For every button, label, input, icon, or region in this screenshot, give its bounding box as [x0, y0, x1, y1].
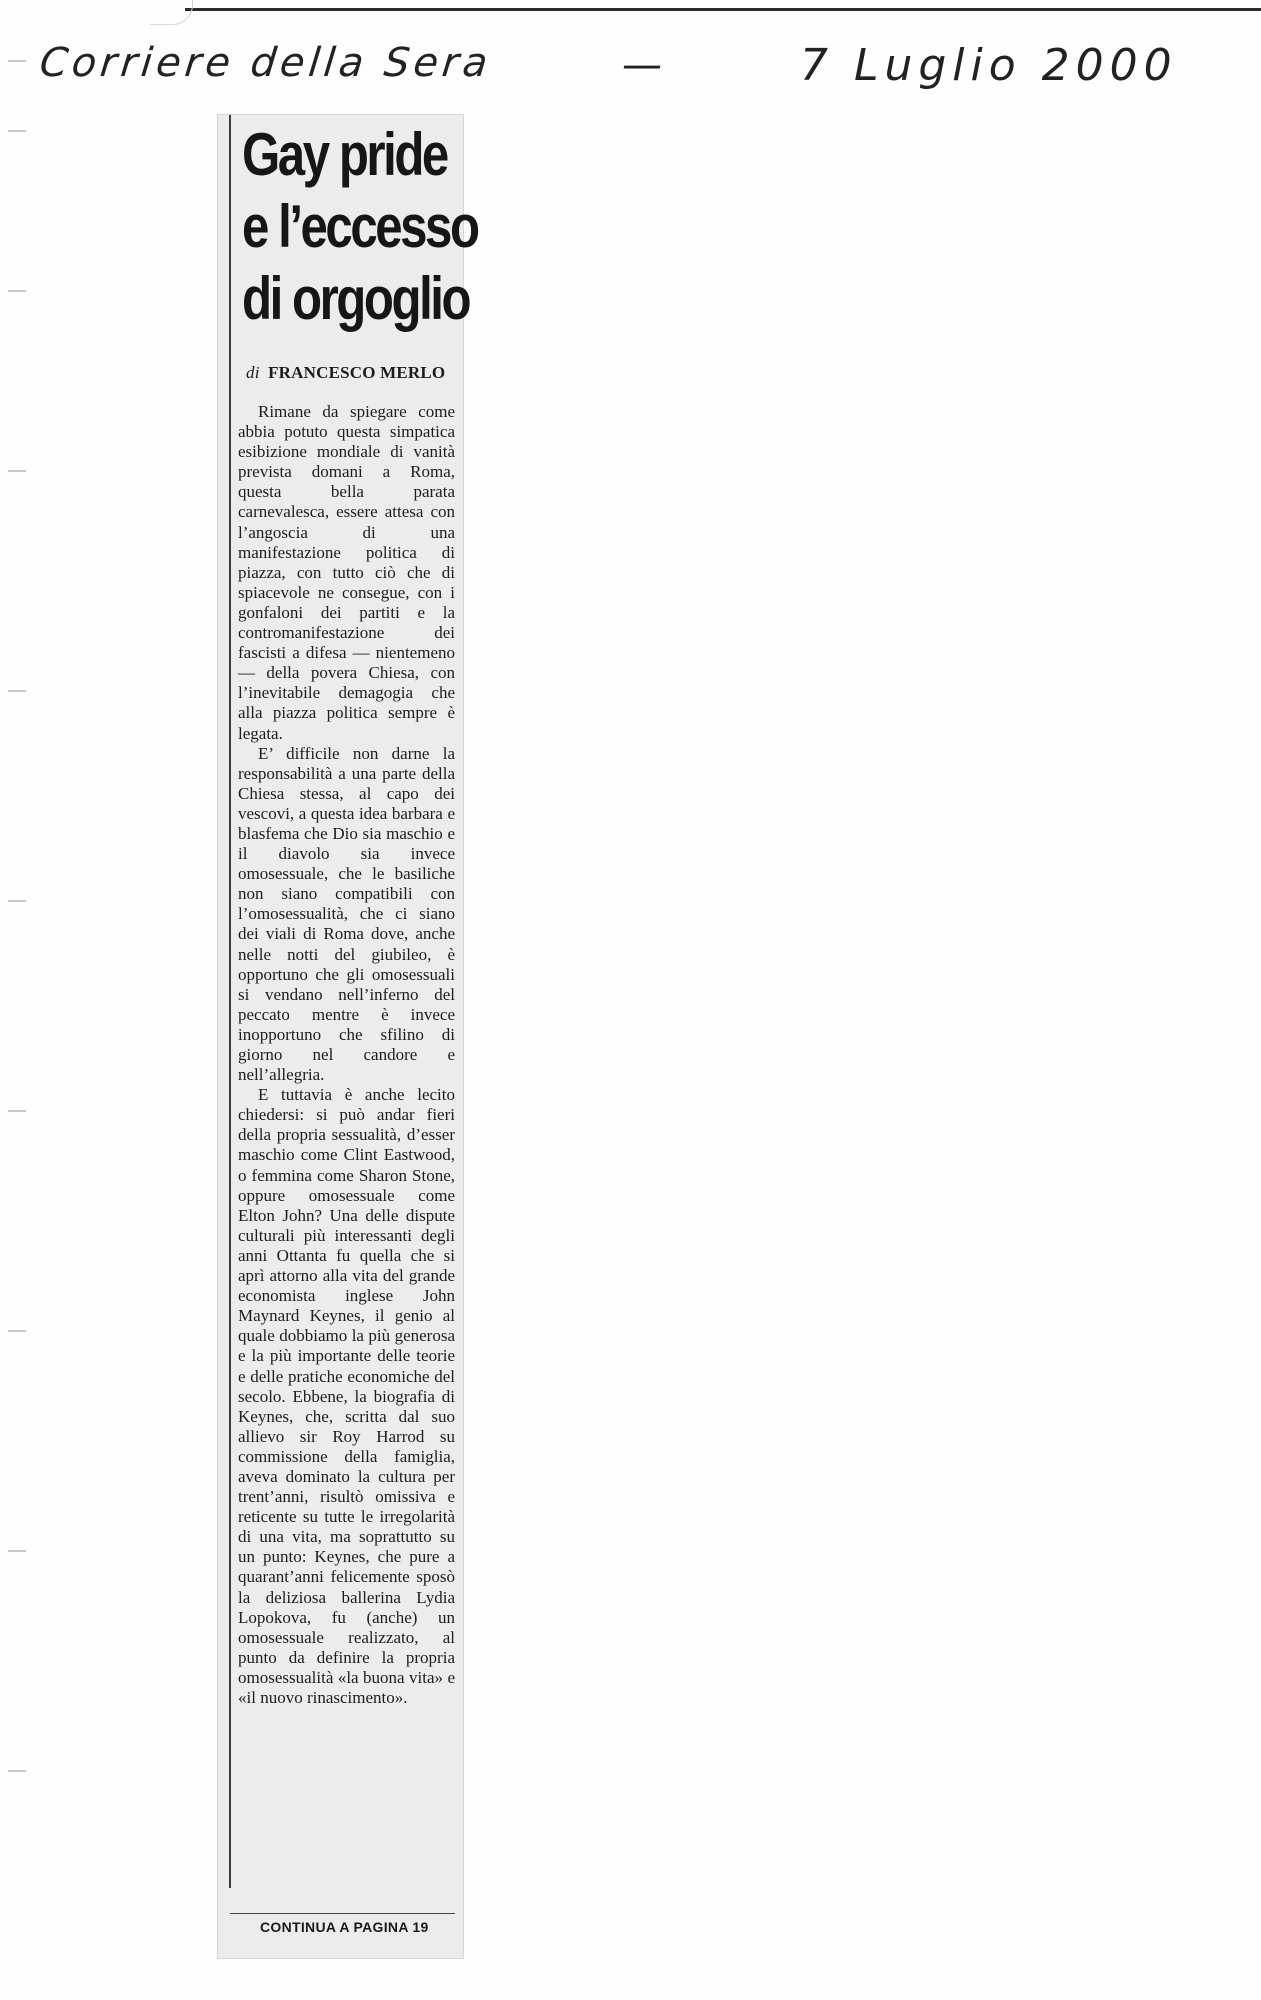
newspaper-clipping: [218, 115, 478, 1958]
handwritten-dash: —: [622, 42, 666, 88]
binder-hole-mark: [8, 60, 26, 62]
binder-hole-mark: [8, 900, 26, 902]
continuation-note: CONTINUA A PAGINA 19: [260, 1919, 429, 1935]
headline-line: di orgoglio: [242, 265, 470, 332]
corner-fold-mark: [150, 0, 193, 25]
continuation-rule: [230, 1913, 455, 1914]
binder-hole-mark: [8, 1770, 26, 1772]
article-paragraph: E tuttavia è anche lecito chiedersi: si può andar fieri della propria sessualità, d’esser maschio come Clint Eastwood, o femmina come Sharon Stone, oppure omosessuale come Elton John? Una delle dispute culturali più interessanti degli anni Ottanta fu quella che si aprì attorno alla vita del grande economista inglese John Maynard Keynes, il genio al quale dobbiamo la più generosa e la più importante delle teorie e delle pratiche economiche del secolo. Ebbene, la biografia di Keynes, che, scritta dal suo allievo sir Roy Harrod su commissione della famiglia, aveva dominato la cultura per trent’anni, risultò omissiva e reticente su tutte le irregolarità di una vita, ma soprattutto su un punto: Keynes, che pure a quarant’anni felicemente sposò la deliziosa ballerina Lydia Lopokova, fu (anche) un omosessuale realizzato, al punto da definire la propria omosessualità «la buona vita» e «il nuovo rinascimento».: [238, 1085, 455, 1707]
byline-author: FRANCESCO MERLO: [268, 363, 446, 382]
article-headline: [242, 119, 478, 335]
top-edge-rule: [185, 8, 1261, 11]
headline-line: Gay pride: [242, 121, 447, 188]
binder-hole-mark: [8, 690, 26, 692]
handwritten-date: 7 Luglio 2000: [800, 40, 1178, 91]
article-body: [238, 402, 455, 1708]
byline-prefix: di: [246, 363, 260, 382]
article-byline: [246, 363, 445, 383]
binder-hole-mark: [8, 290, 26, 292]
article-paragraph: Rimane da spiegare come abbia potuto questa simpatica esibizione mondiale di vanità prevista domani a Roma, questa bella parata carnevalesca, essere attesa con l’angoscia di una manifestazione politica di piazza, con tutto ciò che di spiacevole ne consegue, con i gonfaloni dei partiti e la contromanifestazione dei fascisti a difesa — nientemeno — della povera Chiesa, con l’inevitabile demagogia che alla piazza politica sempre è legata.: [238, 402, 455, 743]
binder-hole-mark: [8, 1330, 26, 1332]
handwritten-publication: Corriere della Sera: [37, 40, 494, 86]
article-paragraph: E’ difficile non darne la responsabilità a una parte della Chiesa stessa, al capo dei vescovi, a questa idea barbara e blasfema che Dio sia maschio e il diavolo sia invece omosessuale, che le basiliche non siano compatibili con l’omosessualità, che ci siano dei viali di Roma dove, anche nelle notti del giubileo, è opportuno che gli omosessuali si vendano nell’inferno del peccato mentre è invece inopportuno che sfilino di giorno nel candore e nell’allegria.: [238, 743, 455, 1085]
binder-hole-mark: [8, 1110, 26, 1112]
binder-hole-mark: [8, 1550, 26, 1552]
headline-line: e l’eccesso: [242, 193, 478, 260]
binder-hole-mark: [8, 130, 26, 132]
binder-hole-mark: [8, 470, 26, 472]
